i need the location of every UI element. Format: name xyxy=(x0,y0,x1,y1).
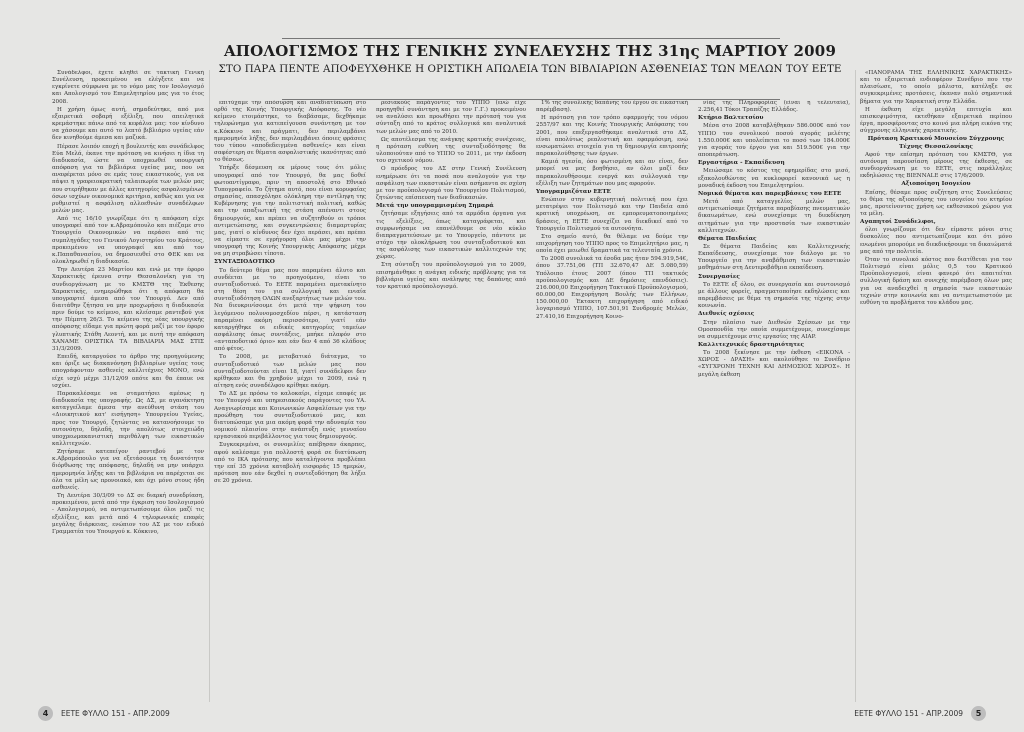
paragraph: Συνάδελφοι, έχετε κληθεί σε τακτική Γενική Συνέλευση, προκειμένου να ελέγξετε και να εγκρίνετε σύμφωνα με το νόμο μας τον Ισολογισμό και Απολογισμό του Επιμελητηρίου μας για το έτος 2008. xyxy=(52,70,204,105)
paragraph: Καμιά ηγεσία, όσο φωτισμένη και αν είναι, δεν μπορεί να μας βοηθήσει, αν όλοι μαζί δεν παρακολουθήσουμε ενεργά και συλλογικά την εξέλιξη των ζητημάτων που μας αφορούν. xyxy=(536,159,688,187)
paragraph: Υπήρξε δέσμευση εκ μέρους τους ότι μόλις υπογραφεί από τον Υπουργό, θα μας δοθεί φωτοαντίγραφο, πριν τη αποστολή στο Εθνικό Τυπογραφείο. Το ζήτημα αυτό, που είναι κορυφαίας σημασίας, απασχόλησε ολόκληρη την αντίληψη της Κυβέρνησης για την πολιτιστική πολιτική, καθώς και την απαξιωτική της στάση απέναντι στους δημιουργούς, και πρέπει να συζητηθούν οι τρόποι αντιμετώπισης, και συγκεντρώσεις διαμαρτυρίας μας, γιατί ο κίνδυνος δεν έχει περάσει, και πρέπει να είμαστε σε εγρήγορση όλοι μας μέχρι την υπογραφή της Κοινής Υπουργικής Απόφασης μέχρι να μη στραβώσει τίποτα. xyxy=(214,165,366,258)
paragraph: Το ΕΕΤΕ εξ όλου, σε συνεργασία και συντονισμό με άλλους φορείς, πραγματοποίησε εκδηλώσεις και παρεμβάσεις με θέμα τη σημασία της τέχνης στην κοινωνία. xyxy=(698,281,850,310)
page-number: 4 xyxy=(38,706,53,721)
article-subtitle: ΣΤΟ ΠΑΡΑ ΠΕΝΤΕ ΑΠΟΦΕΥΧΘΗΚΕ Η ΟΡΙΣΤΙΚΗ ΑΠΩΛΕΙΑ ΤΩΝ ΒΙΒΛΙΑΡΙΩΝ ΑΣΘΕΝΕΙΑΣ ΤΩΝ ΜΕΛΩΝ ΤΟΥ ΕΕΤΕ xyxy=(218,63,842,75)
paragraph: ζητήσαμε εξηγήσεις από τα αρμόδια όργανα για τις εξελίξεις, όπως καταγράφεται, και συμφωνήσαμε να επανέλθουμε σε νέο κύκλο διαπραγματεύσεων με το Υπουργείο, πάντοτε με στόχο την ολοκλήρωση του συνταξιοδοτικού και της ασφάλισης των εικαστικών καλλιτεχνών της χώρας. xyxy=(376,211,526,261)
paragraph: Επίσης, θέσαμε προς συζήτηση στις Συνελεύσεις το θέμα της αξιοποίησης του ισογείου του κτηρίου μας, προτείνοντας χρήση ως εκθεσιακού χώρου για τα μέλη. xyxy=(860,189,1012,217)
paragraph: Η έκθεση είχε μεγάλη επιτυχία και επισκεψιμότητα, εκτεθήκαν εξαιρετικά περίπου έργα, προσφέροντας στο κοινό μια πλήρη εικόνα της σύγχρονης ελληνικής χαρακτικής. xyxy=(860,106,1012,135)
paragraph: Το 2008 συνολικά τα έσοδα μας ήταν 594.919,54€, όπου 37.751,06 (ΤΠ 32.670,47 ΔΕ 5.080,59) Υπόλοιπο έτους 2007 (όπου ΤΠ τακτικός προϋπολογισμός και ΔΕ δημόσιες επενδύσεις). 216.000,00 Επιχορήγηση Τακτικού Προϋπολογισμού, 60.000,00 Επιχορήγηση Βουλής των Ελλήνων, 150.000,00 Έκτακτη επιχορήγηση από ειδικό λογαριασμό ΥΠΠΟ, 107.501,91 Συνδρομές Μελών, 27.410,16 Επιχορήγηση Κοινο- xyxy=(536,256,688,320)
column-divider xyxy=(855,70,856,702)
paragraph: Ζητήσαμε κατεπείγον ραντεβού με τον κ.Αβραμόπουλο για να εξετάσουμε τη δυνατότητα διόρθωσης της απόφασης, δηλαδή να μην υπάρχει ημερομηνία λήξης και τα βιβλιάρια να παρέχεται σε όλα τα μέλη ως προνοιακό, και όχι μόνο στους ήδη ασθενείς. xyxy=(52,449,204,491)
section-heading: Αγαπητοί Συνάδελφοι, xyxy=(860,219,936,226)
paragraph: Όταν το συνολικό κόστος που διατίθεται για τον Πολιτισμό είναι μόλις 0,5 του Κρατικού Προϋπολογισμού, είναι φανερό ότι απαιτείται συλλογική δράση και συνεχής παρέμβαση όλων μας για να αναδειχθεί η σημασία των εικαστικών τεχνών στην κοινωνία και να αντιμετωπιστούν με ευθύνη τα προβλήματα του κλάδου μας. xyxy=(860,256,1012,306)
paragraph: Αφού την επίσημη πρόταση του ΚΜΣΤΘ, για αυτόνομη παρουσίαση μέρους της έκθεσης, σε συνδιοργάνωση με το ΕΕΤΕ, στις παράλληλες εκδηλώσεις της BIENNALE στις 17/6/2009. xyxy=(860,151,1012,180)
text-column-5 xyxy=(698,100,850,703)
paragraph: «ΠΑΝΟΡΑΜΑ ΤΗΣ ΕΛΛΗΝΙΚΗΣ ΧΑΡΑΚΤΙΚΗΣ» και το εξαιρετικά ενδιαφέρον Συνέδριο που την πλαισίωσε, το οποίο μάλιστα, κατέληξε σε συγκεκριμένες προτάσεις, έκαναν πολύ σημαντικά βήματα για την Χαρακτική στην Ελλάδα. xyxy=(860,70,1012,105)
paragraph: Ενώπιον στην κυβερνητική πολιτική που έχει μετατρέψει τον Πολιτισμό και την Παιδεία από κρατική υποχρέωση, σε εμπορευματοποιημένες δράσεις, η ΕΕΤΕ συνεχίζει να διεκδικεί από το Υπουργείο Πολιτισμού τα αυτονόητα. xyxy=(536,197,688,232)
paragraph: Το 2008 ξεκίνησε με την έκθεση «ΕΙΚΟΝΑ - ΧΩΡΟΣ - ΔΡΑΣΗ» και ακολούθησε το Συνέδριο «ΣΥΓΧΡΟΝΗ ΤΕΧΝΗ ΚΑΙ ΔΗΜΟΣΙΟΣ ΧΩΡΟΣ». Η μεγάλη έκθεση xyxy=(698,350,850,378)
page-footer-right xyxy=(846,704,986,722)
paragraph: Η χρήση όμως αυτή, σημαδεύτηκε, από μια εξαιρετικά σοβαρή εξέλιξη, που απειλητικά κρεμάστηκε πάνω από τα κεφάλια μας: τον κίνδυνο να χάσουμε και αυτό το λεπτό βιβλιάριο υγείας εάν δεν κινηθούμε άμεσα και μαζικά. xyxy=(52,106,204,142)
page-footer-left xyxy=(38,704,178,722)
article-title: ΑΠΟΛΟΓΙΣΜΟΣ ΤΗΣ ΓΕΝΙΚΗΣ ΣΥΝΕΛΕΥΣΗΣ ΤΗΣ 31ης ΜΑΡΤΙΟΥ 2009 xyxy=(223,42,837,60)
paragraph: Την Δευτέρα 23 Μαρτίου και ενώ με την έφορο Χαρακτικής έρευνα στην Θεσσαλονίκη για τη συνδιοργάνωση με το ΚΜΣΤΘ της Έκθεσης Χαρακτικής, ενημερώθηκα ότι η απόφαση θα υπογραφτεί άμεσα από τον Υπουργό. Δεν από διαιτάθην ζήτησα να μην προχωρήσει η διαδικασία πριν δούμε το κείμενο, και κλείσαμε ραντεβού για την Πέμπτη 26/3. Το κείμενο της νέας υπουργικής απόφασης είδαμε για πρώτη φορά μαζί με τον έφορο γλυπτικής Στάθη Λεοντή, και με αυτή την απόφαση ΧΑΝΑΜΕ ΟΡΙΣΤΙΚΑ ΤΑ ΒΙΒΛΙΑΡΙΑ ΜΑΣ ΣΤΙΣ 31/3/2009. xyxy=(52,267,204,352)
text-column-3 xyxy=(376,100,526,703)
section-heading: Συνεργασίες xyxy=(698,273,740,280)
paragraph: 1% της συνολικής δαπάνης του έργου σε εικαστική παρέμβαση). xyxy=(536,100,688,114)
section-heading: ΣΥΝΤΑΞΙΟΔΟΤΙΚΟ xyxy=(214,259,275,266)
paragraph: Μετά από καταγγελίες μελών μας, αντιμετωπίσαμε ζητήματα παραβίασης πνευματικών δικαιωμάτων, ενώ συνεχίσαμε τη διεκδίκηση αιτημάτων για την προστασία των εικαστικών καλλιτεχνών. xyxy=(698,199,850,234)
paragraph: επιτύχαμε την απόσυρση και αναδιατύπωση στο ορθό της Κοινής Υπουργικής Απόφασης. Το νέο κείμενο ετοιμάστηκε, το διαβάσαμε, δεχθήκαμε τηλεφώνημα για κατεπείγουσα συνάντηση με τον κ.Κόκκινο και πράγματι, δεν περιλαμβάνει ημερομηνία λήξης, δεν περιλαμβάνει όποιες φράσεις του τύπου «αποδεδειγμένα ασθενείς» και είναι σαφέστερη σε θέματα ασφαλιστικής ικανότητας από το θέσεως. xyxy=(214,100,366,164)
footer-issue-text: ΕΕΤΕ ΦΥΛΛΟ 151 - ΑΠΡ.2009 xyxy=(61,708,170,718)
page-number: 5 xyxy=(971,706,986,721)
paragraph: Το δεύτερο θέμα μας που παραμένει άλυτο και συνδέεται με το προηγούμενο, είναι το συνταξιοδοτικό. Το ΕΕΤΕ παραμένει αμετακίνητο στη θέση του για συλλογική και ενιαία συνταξιοδότηση ΟΛΩΝ ανεξαρτήτως των μελών του. Να διευκρινίσουμε ότι μετά την ψήφιση του λεγόμενου πολυνομοσχεδίου πέρσι, η κατάσταση παραμένει ακόμη περισσότερο, γιατί εάν καταργήθηκε οι ειδικές κατηγορίες ταμείων ασφάλισης όπως συντάξεις, μπήκε πλαφόν στο «ανταποδοτικό όριο» και εάν δεν 4 από 36 κλάδους από φέτος. xyxy=(214,267,366,353)
paragraph: Τη Δευτέρα 30/3/09 το ΔΣ σε διαρκή συνεδρίαση, προκειμένου, μετά από την έγκριση του Ισολογισμού - Απολογισμού, να αντιμετωπίσουμε όλοι μαζί τις εξελίξεις, και μετά από 4 τηλεφωνικές επαφές μεγάλης διάρκειας, ενώπιον του ΔΣ με τον ειδικό Γραμματέα του Υπουργού κ. Κόκκινο, xyxy=(52,493,204,535)
text-column-2 xyxy=(214,100,366,703)
section-heading: Εργαστήρια - Εκπαίδευση xyxy=(698,160,785,167)
section-heading: Κτήριο Βαλτετσίου xyxy=(698,115,764,122)
paragraph: Συγκεκριμένα, οι συνομιλίες απέβησαν άκαρπες, αφού καλέσαμε για πολλοστή φορά σε διατύπωση από το ΙΚΑ πρότασης που καταλήγοντα προβλέπει την επί 35 χρόνια καταβολή εισφοράς 15 ημερών, πρόταση που εάν δεχθεί η συντεξοδότηση θα λήξει σε 20 χρόνια. xyxy=(214,442,366,485)
section-heading: Διεθνείς σχέσεις xyxy=(698,311,755,318)
paragraph: Ως αποτέλεσμα της ανάγκης κρατικής συνέχειας, η πρόταση ευθύνη της συνταξιοδότησης θα υλοποιούταν από το ΥΠΠΟ το 2011, με την έκδοση του σχετικού νόμου. xyxy=(376,136,526,165)
article-header xyxy=(218,40,842,98)
paragraph: Το 2008, με μεταβατικό διάταγμα, το συνταξιοδοτικό των μελών μας που συνταξιοδοτούνται είναι 18, γιατί συνάδελφοι δεν κρίθηκαν και θα χρηβούν μέχρι το 2009, ενώ η αίτηση ενός συναδέλφου κρίθηκε ακόμη. xyxy=(214,354,366,390)
section-heading: Υπογραμμιζόταν ΕΕΤΕ xyxy=(536,188,611,195)
paragraph: Επειδή, καταργούσε το άρθρο της προηγούμενης και όριζε ως διακανόνηση βιβλιαρίων υγείας τους απογράφονταν ασθενείς καλλιτέχνες ΜΟΝΟ, ενώ είχε ισχύ μέχρι 31/12/09 οπότε και θα έπαυε να ισχύει. xyxy=(52,354,204,389)
footer-issue-text: ΕΕΤΕ ΦΥΛΛΟ 151 - ΑΠΡ.2009 xyxy=(854,708,963,718)
paragraph: Πέρασε λοιπόν εποχή η βουλευτής και συνάδελφος Εύα Μελά, έκανε την πρόταση να κινήσει η ίδια τη διαδικασία, ώστε να υποχρεωθεί υπουργική απόφαση για τα βιβλιάρια υγείας μας, που να αναφέρεται μόνο σε εμάς τους εικαστικούς, για να πάψει η γραφειοκρατική ταλαιπωρία των μελών μας που στερήθηκαν με άλλες κατηγορίες ασφαλισμένων όσων ισχύων οικονομικά κριτήρια, καθώς και για να ρυθμιστεί η ασφάλιση αλλοεθνών συναδέλφων μελών μας. xyxy=(52,143,204,214)
paragraph: Η πρόταση για τον τρόπο εφαρμογής του νόμου 2557/97 και της Κοινής Υπουργικής Απόφασης του 2001, που επεξεργασθήκαμε αναλυτικά στο ΔΣ, είναι απολύτως ρεαλιστική και εφαρμόσιμη, ενώ ενσωματώνει στοιχεία για τη δημιουργία επιτροπής παρακολούθησης των έργων. xyxy=(536,115,688,158)
section-heading: Αξιοποίηση Ισογείου xyxy=(901,181,971,188)
paragraph: Ο πρόεδρος του ΔΣ στην Γενική Συνέλευση ενημέρωσε ότι τα ποσά που αναλογούν για την ασφάλιση των εικαστικών είναι ασήμαντα σε σχέση με τον προϋπολογισμό του Υπουργείου Πολιτισμού, ζητώντας επίσπευση των διαδικασιών. xyxy=(376,166,526,202)
text-column-1 xyxy=(52,70,204,703)
paragraph: Παρακαλέσαμε να σταματήσει αμέσως η διαδικασία της υπογραφής. Ως ΔΣ, με αγανάκτηση καταγγείλαμε άμεσα την ανεύθυνη στάση του «Διοικητικού κατ' εισήγηση» Υπουργείου Υγείας, προς τον Υπουργό, ζητώντας να κατανοήσουμε το αυτονόητο, δηλαδή, την απολύτως στοιχειώδη υποχρεωμακανιστική περιθάλψη των εικαστικών καλλιτεχνών. xyxy=(52,390,204,447)
paragraph: ρεσιακούς παράγοντες του ΥΠΠΟ (ενώ είχε προηγηθεί συνάντηση και με τον Γ.Γ.) προκειμένου να αναλύσει και προωθήσει την πρότασή του για σύνταξη από το κράτος συλλογικά και αναλυτικά των μελών μας από το 2010. xyxy=(376,100,526,135)
column-divider xyxy=(209,70,210,702)
paragraph: Στη σύνταξη του προϋπολογισμού για το 2009, επισημάνθηκε η ανάγκη ειδικής πρόβλεψης για τα βιβλιάρια υγείας και ανάληψης της δαπάνης από τον κρατικό προϋπολογισμό. xyxy=(376,262,526,290)
paragraph: Στο σημείο αυτό, θα θέλαμε να δούμε την επιχορήγηση του ΥΠΠΟ προς το Επιμελητήριο μας, η οποία έχει μειωθεί δραματικά τα τελευταία χρόνια. xyxy=(536,233,688,255)
paragraph: νίας της Πληροφορίας (είναι η τελευταία), 2.256,41 Τόκοι Τραπέζης Ελλάδος. xyxy=(698,100,850,114)
paragraph: Σε θέματα Παιδείας και Καλλιτεχνικής Εκπαίδευσης, συνεχίσαμε τον διάλογο με το Υπουργείο για την αναβάθμιση των εικαστικών μαθημάτων στη Δευτεροβάθμια εκπαίδευση. xyxy=(698,243,850,272)
text-column-4 xyxy=(536,100,688,703)
paragraph: Από τις 16/10 γνωρίζαμε ότι η απόφαση είχε υπογραφεί από τον κ.Αβραμόπουλο και πιέζαμε στο Υπουργείο Οικονομικών να περάσει από τις συμπληγάδες του Γενικού Λογιστηρίου του Κράτους, προκειμένου να υπογραφεί και από τον κ.Παπαθανασίου, να δημοσιευθεί στο ΦΕΚ και να ολοκληρωθεί η διαδικασία. xyxy=(52,216,204,266)
paragraph: Το ΔΣ με πρόσω το καλοκαίρι, είχαμε επαφές με τον Υπουργό και υπηρεσιακούς παράγοντες του ΥΑ. Αναγνωρίσαμε και Κοινωνικών Ασφαλίσεων για την προώθηση του συνταξιοδοτικού μας, και διατυπώσαμε για μια ακόμη φορά την αδυναμία του νομικού πλαισίου στην ανάπτυξη ενός γενναίου εργασιακού περιβάλλοντος για τους δημιουργούς. xyxy=(214,391,366,441)
text-column-6 xyxy=(860,70,1012,703)
section-heading: Θέματα Παιδείας xyxy=(698,235,757,242)
section-heading: Μετά την υπογραμμισμένη Σημαρά xyxy=(376,203,494,210)
header-rule-top xyxy=(282,38,780,39)
paragraph: Στην πλαίσιο των Διεθνών Σχέσεων με την Ομοσπονδία την οποία συμμετέχουμε, συνεχίσαμε να συμμετέχουμε στις εργασίες της AIAP. xyxy=(698,319,850,340)
paragraph: όλοι γνωρίζουμε ότι δεν είμαστε μόνοι στις δυσκολίες που αντιμετωπίζουμε και ότι μόνο ενωμένοι μπορούμε να διεκδικήσουμε τα δικαιώματά μας από την πολιτεία. xyxy=(860,227,1012,255)
section-heading: Καλλιτεχνικές δραστηριότητες xyxy=(698,342,805,348)
section-heading: Πρόταση Κρατικού Μουσείου Σύγχρονης Τέχνης Θεσσαλονίκης xyxy=(867,136,1005,150)
section-heading: Νομικά θέματα και παρεμβάσεις του ΕΕΤΕ xyxy=(698,190,842,197)
paragraph: Μειώσαμε το κόστος της εφημερίδας στο μισό, εξακολουθώντας να κυκλοφορεί κανονικά ως η μοναδική έκδοση του Επιμελητηρίου. xyxy=(698,168,850,189)
paragraph: Μέσα στο 2008 καταβλήθηκαν 586.000€ από τον ΥΠΠΟ του συνολικού ποσού αγοράς μελέτης 1.550.000€ και υπολείπεται το ποσό των 184.000€ για αγοράς του έργου για και 519.500€ για την αποπεράτωση. xyxy=(698,123,850,159)
